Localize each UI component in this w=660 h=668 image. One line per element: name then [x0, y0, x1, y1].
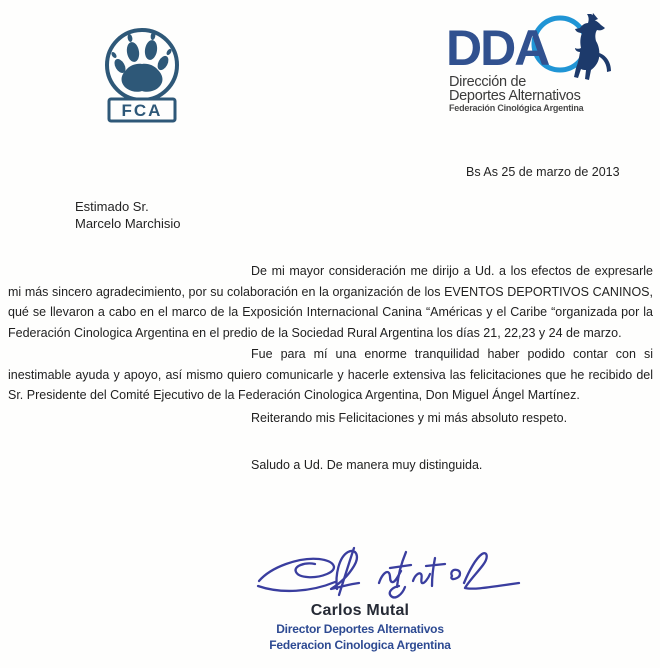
paw-print-icon	[110, 32, 172, 92]
recipient-name: Marcelo Marchisio	[75, 215, 181, 231]
paragraph-2: Fue para mí una enorme tranquilidad haber podido contar con si inestimable ayuda y apoyo, así mismo quiero comunicarle y hacerle extensiva las felicitaciones que he recibido del Sr. Presidente del Comité Ejecutivo de la Federación Cinologica Argentina, Don Miguel Ángel Martínez.	[8, 347, 653, 403]
dda-dept-line1: Dirección de	[449, 74, 526, 90]
dda-logo	[446, 12, 616, 82]
letter-date: Bs As 25 de marzo de 2013	[466, 165, 620, 179]
recipient-block	[75, 199, 180, 232]
signer-organization: Federacion Cinologica Argentina	[269, 638, 451, 652]
dda-dept-line2: Deportes Alternativos	[449, 87, 581, 104]
dda-dept-line3: Federación Cinológica Argentina	[449, 103, 584, 113]
signer-title: Director Deportes Alternativos	[276, 622, 444, 636]
dda-acronym: DDA	[446, 20, 549, 76]
dog-silhouette-icon	[574, 13, 611, 80]
recipient-salutation: Estimado Sr.	[75, 199, 149, 214]
paragraph-1: De mi mayor consideración me dirijo a Ud. a los efectos de expresarle mi más sincero agradecimiento, por su colaboración en la organización de los EVENTOS DEPORTIVOS CANINOS, qué se llevaron a cabo en el marco de la Exposición Internacional Canina “Américas y el Caribe “organizada por la Federación Cinologica Argentina en el predio de la Sociedad Rural Argentina los días 21, 22,23 y 24 de marzo.	[8, 264, 653, 340]
paragraph-3: Reiterando mis Felicitaciones y mi más absoluto respeto.	[251, 411, 568, 425]
fca-paw-logo	[102, 24, 182, 123]
signer-block	[240, 600, 480, 653]
paragraph-4: Saludo a Ud. De manera muy distinguida.	[251, 458, 483, 472]
signature-handwriting	[253, 545, 525, 607]
fca-label: FCA	[121, 101, 163, 120]
dda-department-text	[449, 76, 584, 113]
signer-name: Carlos Mutal	[310, 602, 410, 619]
